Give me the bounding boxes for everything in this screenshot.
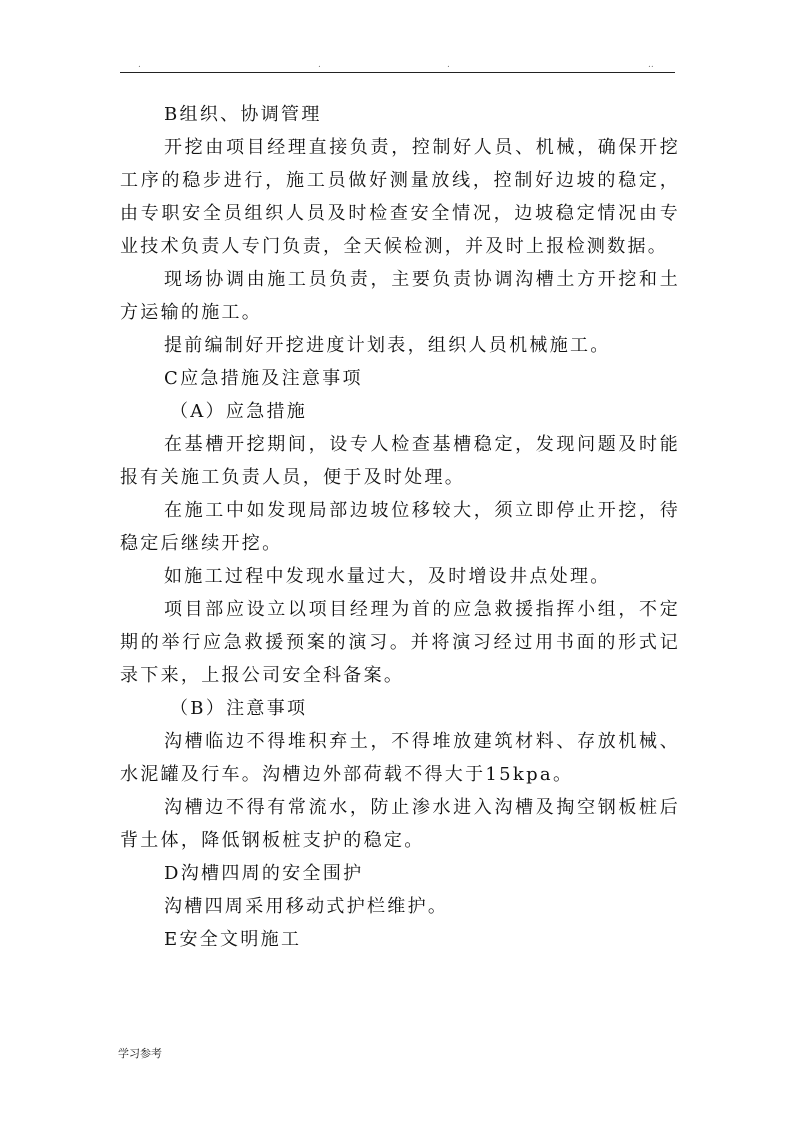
body-paragraph: 提前编制好开挖进度计划表，组织人员机械施工。 <box>164 335 611 356</box>
body-paragraph: 项目部应设立以项目经理为首的应急救援指挥小组，不定期的举行应急救援预案的演习。并将演习经过用书面的形式记录下来，上报公司安全科备案。 <box>120 599 680 686</box>
page-footer: 学习参考 <box>118 1047 162 1060</box>
body-paragraph: 开挖由项目经理直接负责，控制好人员、机械，确保开挖工序的稳步进行，施工员做好测量放线，控制好边坡的稳定，由专职安全员组织人员及时检查安全情况，边坡稳定情况由专业技术负责人专门负责，全天候检测，并及时上报检测数据。 <box>120 137 680 257</box>
header-mark: . <box>138 60 141 70</box>
section-heading-c: C应急措施及注意事项 <box>164 368 363 389</box>
section-heading-b: B组织、协调管理 <box>164 104 322 125</box>
header-mark: . <box>318 60 321 70</box>
body-paragraph: 在施工中如发现局部边坡位移较大，须立即停止开挖，待稳定后继续开挖。 <box>120 500 680 554</box>
body-paragraph: 沟槽临边不得堆积弃土，不得堆放建筑材料、存放机械、水泥罐及行车。沟槽边外部荷载不得大于15kpa。 <box>120 731 680 785</box>
header-rule <box>120 72 675 73</box>
document-body <box>120 98 680 956</box>
section-heading-e: E安全文明施工 <box>164 929 302 950</box>
body-paragraph: 沟槽四周采用移动式护栏维护。 <box>164 896 449 917</box>
header-mark: .. <box>648 60 654 70</box>
section-heading-d: D沟槽四周的安全围护 <box>164 863 364 884</box>
subsection-heading-a: （A）应急措施 <box>170 401 308 422</box>
body-paragraph: 如施工过程中发现水量过大，及时增设井点处理。 <box>164 566 611 587</box>
body-paragraph: 现场协调由施工员负责，主要负责协调沟槽土方开挖和土方运输的施工。 <box>120 269 680 323</box>
subsection-heading-b: （B）注意事项 <box>170 698 308 719</box>
header-mark: . <box>447 60 450 70</box>
body-paragraph: 沟槽边不得有常流水，防止渗水进入沟槽及掏空钢板桩后背土体，降低钢板桩支护的稳定。 <box>120 797 680 851</box>
body-paragraph: 在基槽开挖期间，设专人检查基槽稳定，发现问题及时能报有关施工负责人员，便于及时处理。 <box>120 434 680 488</box>
